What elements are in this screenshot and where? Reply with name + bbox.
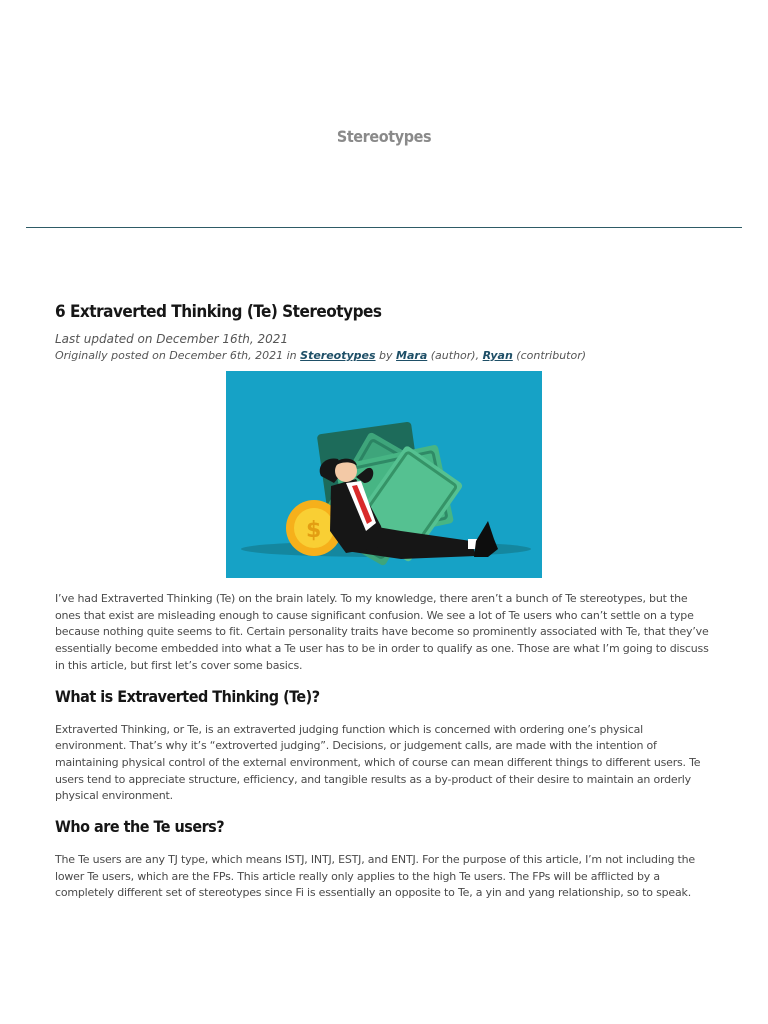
post-meta-by: by — [375, 349, 397, 362]
contributor-role: (contributor) — [512, 349, 587, 362]
header-divider — [26, 227, 742, 228]
article-title: 6 Extraverted Thinking (Te) Stereotypes — [55, 302, 382, 322]
post-meta — [55, 349, 715, 363]
author-role: (author), — [427, 349, 483, 362]
contributor-link[interactable]: Ryan — [482, 349, 513, 362]
section-heading-te-users: Who are the Te users? — [55, 817, 225, 837]
intro-paragraph: I’ve had Extraverted Thinking (Te) on the brain lately. To my knowledge, there aren’t a bunch of Te stereotypes, but the ones that exist are misleading enough to cause significant confusion. We see a lot of Te users who can’t settle on a type because nothing quite seems to fit. Certain personality traits have become so prominently associated with Te, that they’ve essentially become embedded into what a Te user has to be in order to qualify as one. Those are what I’m going to discuss in this article, but first let’s cover some basics. — [55, 592, 709, 672]
post-meta-prefix: Originally posted on December 6th, 2021 in — [55, 349, 301, 362]
category-link[interactable]: Stereotypes — [300, 349, 376, 362]
article — [55, 298, 715, 902]
section-heading-what-is-te: What is Extraverted Thinking (Te)? — [55, 686, 320, 706]
svg-text:$: $ — [306, 518, 322, 543]
category-title-link[interactable]: Stereotypes — [336, 127, 432, 146]
definition-paragraph: Extraverted Thinking, or Te, is an extraverted judging function which is concerned with ordering one’s physical environment. That’s why it’s “extroverted judging”. Decisions, or judgement calls, are made with the intention of maintaining physical control of the external environment, which of course can mean different things to different users. Te users tend to appreciate structure, efficiency, and tangible results as a by-product of their desire to maintain an orderly physical environment. — [55, 722, 701, 803]
author-link[interactable]: Mara — [396, 349, 428, 362]
last-updated-date: Last updated on December 16th, 2021 — [55, 332, 289, 346]
te-users-paragraph: The Te users are any TJ type, which means ISTJ, INTJ, ESTJ, and ENTJ. For the purpose of this article, I’m not including the lower Te users, which are the FPs. This article really only applies to the high Te users. The FPs will be afflicted by a completely different set of stereotypes since Fi is essentially an opposite to Te, a yin and yang relationship, so to speak. — [55, 853, 696, 900]
hero-image-businessman-money — [226, 371, 542, 578]
